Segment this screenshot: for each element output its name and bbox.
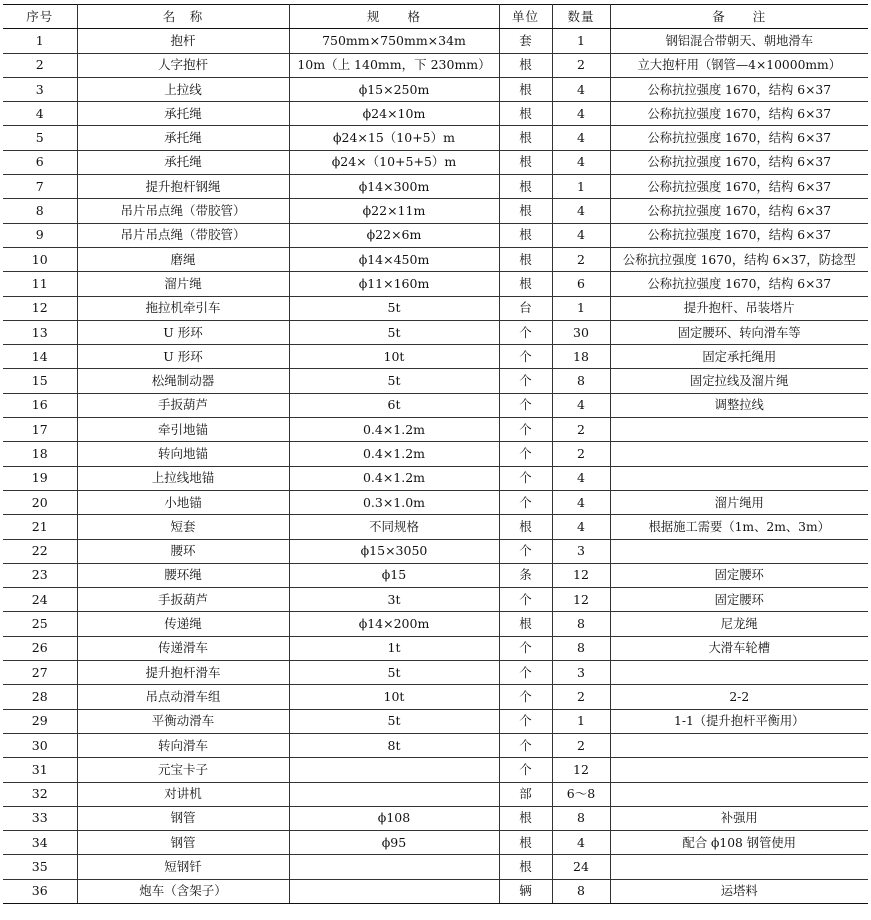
cell-name: 元宝卡子 <box>77 758 289 782</box>
table-row <box>3 53 868 77</box>
cell-remark: 提升抱杆、吊装塔片 <box>610 296 868 320</box>
cell-name: 小地锚 <box>77 490 289 514</box>
cell-unit: 根 <box>499 150 552 174</box>
cell-index: 16 <box>3 393 77 417</box>
cell-unit: 个 <box>499 636 552 660</box>
cell-unit: 台 <box>499 296 552 320</box>
cell-index: 3 <box>3 77 77 101</box>
header-name: 名 称 <box>77 5 289 29</box>
cell-name: 承托绳 <box>77 150 289 174</box>
cell-quantity: 4 <box>552 515 610 539</box>
cell-name: 人字抱杆 <box>77 53 289 77</box>
cell-name: U 形环 <box>77 320 289 344</box>
cell-unit: 根 <box>499 77 552 101</box>
cell-quantity: 30 <box>552 320 610 344</box>
cell-unit: 根 <box>499 831 552 855</box>
cell-remark: 补强用 <box>610 806 868 830</box>
cell-quantity: 8 <box>552 636 610 660</box>
cell-spec <box>289 855 499 879</box>
header-index: 序号 <box>3 5 77 29</box>
cell-quantity: 12 <box>552 588 610 612</box>
table-row <box>3 758 868 782</box>
table-row <box>3 102 868 126</box>
cell-remark: 固定承托绳用 <box>610 345 868 369</box>
cell-unit: 套 <box>499 29 552 53</box>
cell-remark: 运塔料 <box>610 879 868 903</box>
table-row <box>3 490 868 514</box>
cell-remark: 配合 ϕ108 钢管使用 <box>610 831 868 855</box>
cell-remark <box>610 855 868 879</box>
table-row <box>3 855 868 879</box>
cell-spec: 5t <box>289 369 499 393</box>
cell-unit: 根 <box>499 102 552 126</box>
table-row <box>3 466 868 490</box>
cell-unit: 根 <box>499 272 552 296</box>
table-row <box>3 369 868 393</box>
cell-remark: 根据施工需要（1m、2m、3m） <box>610 515 868 539</box>
cell-remark <box>610 758 868 782</box>
cell-unit: 个 <box>499 442 552 466</box>
cell-spec: ϕ95 <box>289 831 499 855</box>
table-row <box>3 563 868 587</box>
cell-quantity: 8 <box>552 879 610 903</box>
cell-index: 20 <box>3 490 77 514</box>
table-row <box>3 272 868 296</box>
cell-index: 31 <box>3 758 77 782</box>
cell-name: 牵引地锚 <box>77 418 289 442</box>
cell-spec: ϕ15 <box>289 563 499 587</box>
cell-unit: 根 <box>499 612 552 636</box>
cell-remark: 公称抗拉强度 1670，结构 6×37 <box>610 150 868 174</box>
cell-quantity: 1 <box>552 296 610 320</box>
cell-index: 24 <box>3 588 77 612</box>
cell-quantity: 2 <box>552 685 610 709</box>
cell-unit: 根 <box>499 247 552 271</box>
cell-unit: 根 <box>499 175 552 199</box>
cell-remark: 公称抗拉强度 1670，结构 6×37，防捻型 <box>610 247 868 271</box>
cell-quantity: 2 <box>552 733 610 757</box>
cell-spec: ϕ14×200m <box>289 612 499 636</box>
cell-unit: 个 <box>499 320 552 344</box>
cell-spec: ϕ108 <box>289 806 499 830</box>
table-row <box>3 77 868 101</box>
cell-spec <box>289 758 499 782</box>
cell-index: 17 <box>3 418 77 442</box>
cell-unit: 条 <box>499 563 552 587</box>
cell-name: 短钢钎 <box>77 855 289 879</box>
cell-remark: 1-1（提升抱杆平衡用） <box>610 709 868 733</box>
table-row <box>3 247 868 271</box>
cell-name: 手扳葫芦 <box>77 588 289 612</box>
cell-spec: 10t <box>289 345 499 369</box>
cell-index: 23 <box>3 563 77 587</box>
cell-spec: 0.3×1.0m <box>289 490 499 514</box>
cell-spec <box>289 879 499 903</box>
cell-index: 35 <box>3 855 77 879</box>
table-row <box>3 29 868 53</box>
cell-index: 15 <box>3 369 77 393</box>
cell-spec: 不同规格 <box>289 515 499 539</box>
cell-spec: ϕ15×250m <box>289 77 499 101</box>
equipment-table <box>3 4 868 904</box>
cell-quantity: 12 <box>552 563 610 587</box>
table-row <box>3 636 868 660</box>
cell-unit: 根 <box>499 223 552 247</box>
table-row <box>3 320 868 344</box>
cell-spec: ϕ22×11m <box>289 199 499 223</box>
cell-quantity: 8 <box>552 612 610 636</box>
cell-name: 腰环绳 <box>77 563 289 587</box>
cell-quantity: 4 <box>552 199 610 223</box>
table-row <box>3 418 868 442</box>
cell-quantity: 2 <box>552 53 610 77</box>
cell-unit: 个 <box>499 345 552 369</box>
cell-name: 平衡动滑车 <box>77 709 289 733</box>
cell-unit: 个 <box>499 466 552 490</box>
cell-name: 炮车（含架子） <box>77 879 289 903</box>
cell-quantity: 4 <box>552 393 610 417</box>
cell-name: 溜片绳 <box>77 272 289 296</box>
cell-remark: 调整拉线 <box>610 393 868 417</box>
cell-index: 32 <box>3 782 77 806</box>
cell-name: 钢管 <box>77 806 289 830</box>
cell-index: 33 <box>3 806 77 830</box>
cell-quantity: 4 <box>552 126 610 150</box>
cell-spec: 3t <box>289 588 499 612</box>
table-row <box>3 296 868 320</box>
cell-index: 27 <box>3 661 77 685</box>
cell-name: 拖拉机牵引车 <box>77 296 289 320</box>
cell-quantity: 4 <box>552 831 610 855</box>
header-spec: 规 格 <box>289 5 499 29</box>
cell-quantity: 4 <box>552 102 610 126</box>
cell-spec: ϕ15×3050 <box>289 539 499 563</box>
table-row <box>3 515 868 539</box>
cell-remark <box>610 661 868 685</box>
cell-spec: ϕ14×300m <box>289 175 499 199</box>
cell-spec: 8t <box>289 733 499 757</box>
cell-quantity: 4 <box>552 223 610 247</box>
cell-remark: 大滑车轮槽 <box>610 636 868 660</box>
table-row <box>3 539 868 563</box>
cell-name: 吊片吊点绳（带胶管） <box>77 199 289 223</box>
cell-spec: 0.4×1.2m <box>289 442 499 466</box>
table-row <box>3 442 868 466</box>
cell-name: 承托绳 <box>77 126 289 150</box>
cell-name: 吊点动滑车组 <box>77 685 289 709</box>
cell-quantity: 2 <box>552 247 610 271</box>
cell-remark: 固定腰环 <box>610 563 868 587</box>
cell-quantity: 8 <box>552 369 610 393</box>
cell-unit: 根 <box>499 855 552 879</box>
cell-quantity: 4 <box>552 77 610 101</box>
cell-name: 手扳葫芦 <box>77 393 289 417</box>
table-row <box>3 733 868 757</box>
cell-index: 1 <box>3 29 77 53</box>
cell-name: 松绳制动器 <box>77 369 289 393</box>
cell-index: 25 <box>3 612 77 636</box>
cell-name: 吊片吊点绳（带胶管） <box>77 223 289 247</box>
cell-name: 承托绳 <box>77 102 289 126</box>
cell-name: 转向滑车 <box>77 733 289 757</box>
cell-name: 对讲机 <box>77 782 289 806</box>
table-row <box>3 588 868 612</box>
cell-quantity: 3 <box>552 539 610 563</box>
cell-index: 4 <box>3 102 77 126</box>
cell-index: 14 <box>3 345 77 369</box>
cell-spec: 5t <box>289 296 499 320</box>
cell-unit: 个 <box>499 588 552 612</box>
cell-index: 6 <box>3 150 77 174</box>
cell-spec: 0.4×1.2m <box>289 466 499 490</box>
cell-index: 7 <box>3 175 77 199</box>
cell-remark: 公称抗拉强度 1670，结构 6×37 <box>610 223 868 247</box>
cell-spec: 6t <box>289 393 499 417</box>
cell-name: 上拉线 <box>77 77 289 101</box>
cell-name: 腰环 <box>77 539 289 563</box>
cell-remark: 2-2 <box>610 685 868 709</box>
cell-unit: 辆 <box>499 879 552 903</box>
cell-spec: 10m（上 140mm，下 230mm） <box>289 53 499 77</box>
table-row <box>3 831 868 855</box>
header-row <box>3 5 868 29</box>
cell-unit: 根 <box>499 806 552 830</box>
cell-quantity: 2 <box>552 442 610 466</box>
cell-quantity: 2 <box>552 418 610 442</box>
cell-remark: 固定腰环、转向滑车等 <box>610 320 868 344</box>
cell-unit: 个 <box>499 539 552 563</box>
cell-remark: 公称抗拉强度 1670，结构 6×37 <box>610 126 868 150</box>
cell-unit: 根 <box>499 515 552 539</box>
cell-name: 上拉线地锚 <box>77 466 289 490</box>
cell-name: 提升抱杆钢绳 <box>77 175 289 199</box>
header-quantity: 数量 <box>552 5 610 29</box>
cell-quantity: 24 <box>552 855 610 879</box>
cell-quantity: 4 <box>552 150 610 174</box>
cell-quantity: 1 <box>552 175 610 199</box>
cell-index: 5 <box>3 126 77 150</box>
cell-name: 转向地锚 <box>77 442 289 466</box>
cell-unit: 个 <box>499 685 552 709</box>
cell-quantity: 6 <box>552 272 610 296</box>
cell-index: 19 <box>3 466 77 490</box>
cell-quantity: 1 <box>552 29 610 53</box>
cell-spec: ϕ24×（10+5+5）m <box>289 150 499 174</box>
cell-unit: 部 <box>499 782 552 806</box>
table-row <box>3 782 868 806</box>
cell-quantity: 3 <box>552 661 610 685</box>
cell-remark <box>610 418 868 442</box>
cell-index: 30 <box>3 733 77 757</box>
cell-unit: 个 <box>499 418 552 442</box>
cell-spec: 1t <box>289 636 499 660</box>
table-row <box>3 345 868 369</box>
cell-index: 2 <box>3 53 77 77</box>
table-row <box>3 150 868 174</box>
cell-remark: 溜片绳用 <box>610 490 868 514</box>
cell-spec: ϕ22×6m <box>289 223 499 247</box>
header-remark: 备 注 <box>610 5 868 29</box>
cell-index: 12 <box>3 296 77 320</box>
cell-spec <box>289 782 499 806</box>
table-row <box>3 685 868 709</box>
cell-unit: 个 <box>499 661 552 685</box>
cell-name: 磨绳 <box>77 247 289 271</box>
cell-unit: 个 <box>499 709 552 733</box>
cell-spec: 10t <box>289 685 499 709</box>
table-row <box>3 223 868 247</box>
cell-index: 13 <box>3 320 77 344</box>
cell-spec: 750mm×750mm×34m <box>289 29 499 53</box>
cell-remark: 公称抗拉强度 1670，结构 6×37 <box>610 175 868 199</box>
cell-remark <box>610 733 868 757</box>
cell-name: 传递绳 <box>77 612 289 636</box>
cell-spec: ϕ24×10m <box>289 102 499 126</box>
cell-spec: 5t <box>289 709 499 733</box>
cell-quantity: 8 <box>552 806 610 830</box>
table-row <box>3 806 868 830</box>
cell-name: U 形环 <box>77 345 289 369</box>
table-row <box>3 126 868 150</box>
cell-index: 26 <box>3 636 77 660</box>
cell-unit: 个 <box>499 490 552 514</box>
cell-index: 22 <box>3 539 77 563</box>
cell-remark: 公称抗拉强度 1670，结构 6×37 <box>610 199 868 223</box>
table-row <box>3 879 868 903</box>
table-row <box>3 661 868 685</box>
cell-index: 28 <box>3 685 77 709</box>
cell-spec: ϕ24×15（10+5）m <box>289 126 499 150</box>
cell-remark: 固定腰环 <box>610 588 868 612</box>
cell-quantity: 4 <box>552 490 610 514</box>
cell-remark: 公称抗拉强度 1670，结构 6×37 <box>610 77 868 101</box>
header-unit: 单位 <box>499 5 552 29</box>
cell-unit: 个 <box>499 393 552 417</box>
cell-index: 10 <box>3 247 77 271</box>
table-row <box>3 709 868 733</box>
cell-name: 传递滑车 <box>77 636 289 660</box>
cell-name: 短套 <box>77 515 289 539</box>
cell-unit: 根 <box>499 126 552 150</box>
cell-name: 抱杆 <box>77 29 289 53</box>
cell-spec: 0.4×1.2m <box>289 418 499 442</box>
table-row <box>3 175 868 199</box>
cell-name: 钢管 <box>77 831 289 855</box>
cell-index: 8 <box>3 199 77 223</box>
table-row <box>3 393 868 417</box>
cell-remark <box>610 466 868 490</box>
cell-quantity: 6～8 <box>552 782 610 806</box>
cell-remark: 尼龙绳 <box>610 612 868 636</box>
cell-remark: 钢铝混合带朝天、朝地滑车 <box>610 29 868 53</box>
cell-quantity: 12 <box>552 758 610 782</box>
cell-index: 34 <box>3 831 77 855</box>
cell-quantity: 4 <box>552 466 610 490</box>
cell-remark <box>610 442 868 466</box>
table-row <box>3 612 868 636</box>
cell-index: 11 <box>3 272 77 296</box>
cell-remark: 固定拉线及溜片绳 <box>610 369 868 393</box>
cell-remark: 立大抱杆用（钢管—4×10000mm） <box>610 53 868 77</box>
cell-remark <box>610 539 868 563</box>
cell-quantity: 18 <box>552 345 610 369</box>
cell-index: 29 <box>3 709 77 733</box>
table-row <box>3 199 868 223</box>
cell-index: 18 <box>3 442 77 466</box>
cell-index: 9 <box>3 223 77 247</box>
cell-index: 36 <box>3 879 77 903</box>
cell-unit: 根 <box>499 53 552 77</box>
cell-quantity: 1 <box>552 709 610 733</box>
cell-name: 提升抱杆滑车 <box>77 661 289 685</box>
cell-spec: 5t <box>289 320 499 344</box>
cell-remark: 公称抗拉强度 1670，结构 6×37 <box>610 272 868 296</box>
cell-index: 21 <box>3 515 77 539</box>
cell-remark: 公称抗拉强度 1670，结构 6×37 <box>610 102 868 126</box>
cell-unit: 个 <box>499 733 552 757</box>
cell-unit: 个 <box>499 369 552 393</box>
cell-spec: ϕ11×160m <box>289 272 499 296</box>
cell-unit: 个 <box>499 758 552 782</box>
cell-unit: 根 <box>499 199 552 223</box>
cell-spec: ϕ14×450m <box>289 247 499 271</box>
cell-remark <box>610 782 868 806</box>
cell-spec: 5t <box>289 661 499 685</box>
